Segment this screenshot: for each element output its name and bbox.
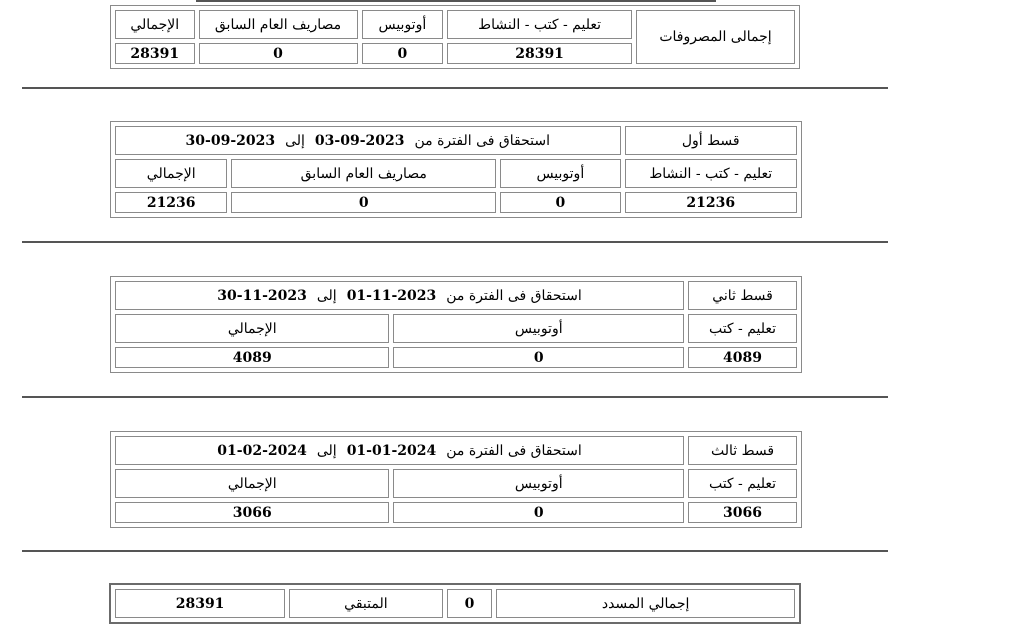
- divider: [22, 241, 888, 243]
- total-expenses-label: إجمالى المصروفات: [636, 10, 795, 64]
- installment-3-header-total: الإجمالي: [115, 469, 389, 498]
- installment-3-header-education: تعليم - كتب: [688, 469, 797, 498]
- installment-1-value-education: 21236: [625, 192, 798, 213]
- installment-1-label: قسط أول: [625, 126, 798, 155]
- installment-2-header-education: تعليم - كتب: [688, 314, 797, 343]
- summary-header-previous-year: مصاريف العام السابق: [199, 10, 358, 39]
- divider: [22, 87, 888, 89]
- top-divider: [196, 0, 716, 2]
- installment-1-header-total: الإجمالي: [115, 159, 227, 188]
- summary-header-bus: أوتوبيس: [362, 10, 444, 39]
- installment-2-table: [110, 276, 802, 373]
- expenses-summary-table: [110, 5, 800, 69]
- divider: [22, 550, 888, 552]
- installment-3-period: استحقاق فى الفترة من2024-01-01إلى2024-02-01: [115, 436, 684, 465]
- installment-3-value-total: 3066: [115, 502, 389, 523]
- installment-1-value-previous-year: 0: [231, 192, 496, 213]
- installment-2-header-bus: أوتوبيس: [393, 314, 684, 343]
- installment-1-header-previous-year: مصاريف العام السابق: [231, 159, 496, 188]
- remaining-value: 28391: [115, 589, 285, 618]
- installment-3-value-bus: 0: [393, 502, 684, 523]
- installment-2-value-education: 4089: [688, 347, 797, 368]
- installment-1-value-bus: 0: [500, 192, 620, 213]
- installment-2-label: قسط ثاني: [688, 281, 797, 310]
- installment-1-header-education: تعليم - كتب - النشاط: [625, 159, 798, 188]
- summary-value-total: 28391: [115, 43, 195, 64]
- summary-value-education: 28391: [447, 43, 632, 64]
- summary-header-education: تعليم - كتب - النشاط: [447, 10, 632, 39]
- remaining-label: المتبقي: [289, 589, 443, 618]
- installment-3-value-education: 3066: [688, 502, 797, 523]
- summary-header-total: الإجمالي: [115, 10, 195, 39]
- total-paid-label: إجمالي المسدد: [496, 589, 795, 618]
- installment-2-value-total: 4089: [115, 347, 389, 368]
- summary-value-previous-year: 0: [199, 43, 358, 64]
- totals-table: [109, 583, 801, 624]
- installment-2-header-total: الإجمالي: [115, 314, 389, 343]
- total-paid-value: 0: [447, 589, 493, 618]
- installment-1-period: استحقاق فى الفترة من2023-09-03إلى2023-09-30: [115, 126, 621, 155]
- installment-2-value-bus: 0: [393, 347, 684, 368]
- installment-2-period: استحقاق فى الفترة من2023-11-01إلى2023-11-30: [115, 281, 684, 310]
- installment-3-header-bus: أوتوبيس: [393, 469, 684, 498]
- summary-value-bus: 0: [362, 43, 444, 64]
- divider: [22, 396, 888, 398]
- installment-1-value-total: 21236: [115, 192, 227, 213]
- installment-1-table: [110, 121, 802, 218]
- installment-3-table: [110, 431, 802, 528]
- installment-1-header-bus: أوتوبيس: [500, 159, 620, 188]
- installment-3-label: قسط ثالث: [688, 436, 797, 465]
